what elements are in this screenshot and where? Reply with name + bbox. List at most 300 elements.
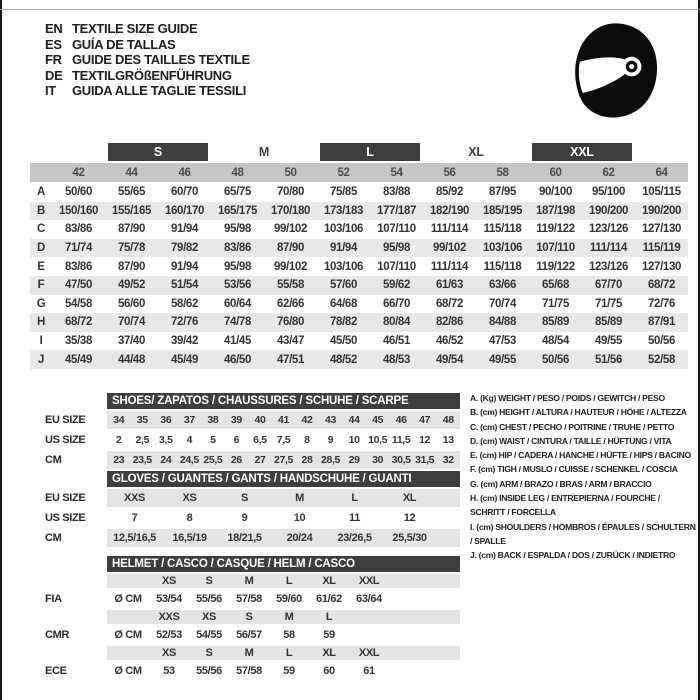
- shoe-size-cell: 24: [154, 450, 178, 470]
- size-value-cell: 49/54: [423, 350, 476, 369]
- size-value-cell: 68/72: [635, 276, 688, 295]
- glove-size-cell: 12,5/16,5: [107, 528, 162, 548]
- size-value-cell: 41/45: [223, 335, 252, 348]
- shoe-size-cell: 7,5: [272, 430, 296, 450]
- glove-size-cell: 18/21,5: [217, 528, 272, 548]
- size-column-header: 44: [105, 163, 158, 183]
- size-value-cell: 46/50: [211, 350, 264, 369]
- shoe-size-cell: 35: [131, 410, 155, 430]
- helmet-size-value: 63/64: [349, 589, 389, 609]
- bar-spacer: [45, 471, 107, 488]
- size-value-cell: 95/98: [223, 260, 252, 273]
- size-group-label: XL: [468, 144, 484, 159]
- size-value-cell: 150/160: [52, 202, 105, 221]
- filler-cell: [389, 661, 460, 681]
- glove-size-cell: 9: [217, 508, 272, 528]
- filler-cell: [437, 488, 460, 508]
- size-value-cell: 111/114: [430, 223, 469, 236]
- shoe-size-cell: 28: [295, 450, 319, 470]
- size-value-cell: 111/114: [582, 239, 635, 258]
- size-column-header: 60: [529, 163, 582, 183]
- helmet-size-value: 57/58: [229, 661, 269, 681]
- size-value-cell: 66/70: [382, 297, 411, 310]
- size-group-label: L: [320, 143, 420, 161]
- shoe-size-cell: 4: [178, 430, 202, 450]
- size-value-cell: 58/62: [170, 297, 199, 310]
- size-value-cell: 111/114: [430, 260, 469, 273]
- size-group-label: XXL: [532, 143, 632, 161]
- size-value-cell: 72/76: [158, 313, 211, 332]
- size-value-cell: 83/86: [64, 223, 93, 236]
- size-value-cell: 47/50: [52, 276, 105, 295]
- size-value-cell: 82/86: [423, 313, 476, 332]
- size-value-cell: 170/180: [264, 202, 317, 221]
- size-value-cell: 190/200: [635, 202, 688, 221]
- row-label-cell: CM: [45, 528, 107, 548]
- size-value-cell: 62/66: [276, 297, 305, 310]
- helmet-size-header: S: [189, 645, 229, 661]
- size-column-header: 64: [635, 163, 688, 183]
- measurement-item: C. (cm) CHEST / PECHO / POITRINE / TRUHE / PETTO: [470, 421, 675, 432]
- language-label: TEXTILGRÖßENFÜHRUNG: [72, 67, 232, 83]
- helmet-size-value: 61: [349, 661, 389, 681]
- size-value-cell: 61/63: [423, 276, 476, 295]
- row-label-cell: US SIZE: [45, 430, 107, 450]
- size-value-cell: 95/100: [591, 186, 626, 199]
- size-value-cell: 107/110: [529, 239, 582, 258]
- language-label: GUÍA DE TALLAS: [72, 36, 176, 52]
- size-value-cell: 115/119: [635, 239, 688, 258]
- shoe-size-cell: 2,5: [131, 430, 155, 450]
- helmet-size-value: [349, 625, 389, 645]
- diameter-header-gap: [107, 573, 149, 589]
- row-letter: A: [37, 186, 45, 199]
- row-letter: H: [30, 313, 52, 332]
- shoe-size-cell: 38: [201, 410, 225, 430]
- size-column-header: 52: [317, 163, 370, 183]
- size-value-cell: 177/187: [370, 202, 423, 221]
- shoe-size-cell: 39: [225, 410, 249, 430]
- size-group-cell-l: [317, 140, 423, 163]
- size-value-cell: 76/80: [264, 313, 317, 332]
- shoe-size-cell: 6: [225, 430, 249, 450]
- glove-size-cell: 23/26,5: [327, 528, 382, 548]
- size-value-cell: 103/106: [323, 223, 364, 236]
- glove-size-cell: 11: [327, 508, 382, 528]
- language-code: IT: [45, 83, 56, 99]
- shoe-size-cell: 30: [366, 450, 390, 470]
- helmet-section: [45, 556, 460, 682]
- bar-spacer: [45, 393, 107, 410]
- size-value-cell: 49/55: [476, 350, 529, 369]
- shoe-size-cell: 24,5: [178, 450, 202, 470]
- diameter-header-gap: [107, 609, 149, 625]
- filler-cell: [389, 645, 460, 661]
- filler-cell: [389, 609, 460, 625]
- size-value-cell: 50/60: [64, 186, 93, 199]
- size-column-header: 50: [264, 163, 317, 183]
- size-value-cell: 173/183: [317, 202, 370, 221]
- size-value-cell: 87/90: [117, 223, 146, 236]
- size-value-cell: 48/54: [541, 335, 570, 348]
- row-label-cell: CM: [45, 450, 107, 470]
- size-value-cell: 60/70: [170, 186, 199, 199]
- shoes-section: [45, 393, 460, 471]
- size-value-cell: 57/60: [317, 276, 370, 295]
- size-value-cell: 87/95: [488, 186, 517, 199]
- size-value-cell: 182/190: [423, 202, 476, 221]
- gloves-size-table: [45, 471, 460, 549]
- size-group-label: M: [258, 144, 270, 159]
- size-value-cell: 63/66: [476, 276, 529, 295]
- size-value-cell: 70/80: [276, 186, 305, 199]
- size-value-cell: 80/84: [370, 313, 423, 332]
- glove-size-cell: XL: [382, 488, 437, 508]
- shoe-size-cell: 28,5: [319, 450, 343, 470]
- gloves-title-bar: GLOVES / GUANTES / GANTS / HANDSCHUHE / GUANTI: [107, 471, 460, 488]
- size-value-cell: 39/42: [170, 335, 199, 348]
- diameter-header-gap: [107, 645, 149, 661]
- glove-size-cell: 25,5/30: [382, 528, 437, 548]
- shoe-size-cell: 8: [295, 430, 319, 450]
- size-value-cell: 87/90: [264, 239, 317, 258]
- size-value-cell: 78/82: [317, 313, 370, 332]
- shoe-size-cell: 47: [413, 410, 437, 430]
- numbers-row-spacer: [30, 163, 52, 183]
- measurement-item: H. (cm) INSIDE LEG / ENTREPIERNA / FOURCHE / SCHRITT / FORCELLA: [470, 493, 660, 518]
- size-column-header: 42: [52, 163, 105, 183]
- helmet-size-header: [349, 609, 389, 625]
- helmet-size-header: XL: [309, 645, 349, 661]
- size-value-cell: 127/130: [641, 223, 682, 236]
- shoes-title-bar: SHOES/ ZAPATOS / CHAUSSURES / SCHUHE / SCARPE: [107, 393, 460, 410]
- helmet-size-header: S: [229, 609, 269, 625]
- size-value-cell: 187/198: [529, 202, 582, 221]
- size-value-cell: 49/55: [594, 335, 623, 348]
- shoe-size-cell: 29: [342, 450, 366, 470]
- size-value-cell: 71/75: [594, 297, 623, 310]
- row-letter: B: [30, 202, 52, 221]
- language-code: EN: [45, 21, 63, 36]
- size-value-cell: 70/74: [105, 313, 158, 332]
- helmet-size-value: 57/58: [229, 589, 269, 609]
- row-letter: C: [37, 223, 45, 236]
- helmet-size-value: 52/53: [149, 625, 189, 645]
- size-value-cell: 84/88: [476, 313, 529, 332]
- shoe-size-cell: 23: [107, 450, 131, 470]
- measurement-item: B. (cm) HEIGHT / ALTURA / HAUTEUR / HÖHE / ALTEZZA: [470, 407, 687, 418]
- size-value-cell: 45/49: [52, 350, 105, 369]
- size-value-cell: 85/92: [435, 186, 464, 199]
- size-value-cell: 91/94: [170, 223, 199, 236]
- shoe-size-cell: 37: [178, 410, 202, 430]
- size-value-cell: 54/58: [64, 297, 93, 310]
- size-value-cell: 119/122: [536, 260, 575, 273]
- size-value-cell: 123/126: [588, 260, 629, 273]
- glove-size-cell: 12: [382, 508, 437, 528]
- language-code: FR: [45, 52, 62, 68]
- size-value-cell: 127/130: [641, 260, 682, 273]
- size-value-cell: 99/102: [273, 223, 308, 236]
- helmet-size-header: L: [269, 645, 309, 661]
- shoe-size-cell: 34: [107, 410, 131, 430]
- shoe-size-cell: 2: [107, 430, 131, 450]
- shoe-size-cell: 45: [366, 410, 390, 430]
- size-group-cell-xl: [423, 140, 529, 163]
- size-value-cell: 185/195: [476, 202, 529, 221]
- shoe-size-cell: 10,5: [366, 430, 390, 450]
- helmet-size-header: XXS: [149, 609, 189, 625]
- diameter-label-cell: Ø CM: [107, 589, 149, 609]
- measurement-item: A. (Kg) WEIGHT / PESO / POIDS / GEWITCH / PESO: [470, 393, 665, 403]
- glove-size-cell: XS: [162, 488, 217, 508]
- size-value-cell: 55/65: [117, 186, 146, 199]
- shoe-size-cell: 40: [248, 410, 272, 430]
- size-value-cell: 91/94: [170, 260, 199, 273]
- size-value-cell: 48/53: [370, 350, 423, 369]
- row-label-cell: US SIZE: [45, 508, 107, 528]
- size-value-cell: 43/47: [276, 335, 305, 348]
- shoe-size-cell: 6,5: [248, 430, 272, 450]
- size-value-cell: 165/175: [211, 202, 264, 221]
- shoe-size-cell: 30,5: [389, 450, 413, 470]
- helmet-size-value: 53/54: [149, 589, 189, 609]
- language-row: [45, 37, 250, 53]
- size-value-cell: 95/98: [370, 239, 423, 258]
- size-value-cell: 87/90: [117, 260, 146, 273]
- size-row-spacer: [45, 573, 107, 589]
- textile-size-table-wrap: [30, 140, 688, 369]
- size-value-cell: 50/56: [529, 350, 582, 369]
- helmet-standard-label: CMR: [45, 625, 107, 645]
- size-value-cell: 107/110: [377, 260, 416, 273]
- glove-size-cell: 10: [272, 508, 327, 528]
- size-value-cell: 74/78: [211, 313, 264, 332]
- helmet-size-value: 55/56: [189, 589, 229, 609]
- filler-cell: [389, 625, 460, 645]
- shoe-size-cell: 23,5: [131, 450, 155, 470]
- size-value-cell: 37/40: [117, 335, 146, 348]
- size-value-cell: 123/126: [588, 223, 629, 236]
- language-label: GUIDE DES TAILLES TEXTILE: [72, 52, 250, 68]
- size-value-cell: 50/56: [647, 335, 676, 348]
- glove-size-cell: 16,5/19: [162, 528, 217, 548]
- language-row: [45, 83, 250, 99]
- row-letter: I: [39, 335, 43, 348]
- size-value-cell: 79/82: [158, 239, 211, 258]
- helmet-size-value: 59/60: [269, 589, 309, 609]
- size-value-cell: 83/86: [64, 260, 93, 273]
- language-label: GUIDA ALLE TAGLIE TESSILI: [72, 83, 247, 99]
- shoe-size-cell: 27,5: [272, 450, 296, 470]
- size-value-cell: 59/62: [370, 276, 423, 295]
- size-value-cell: 115/118: [483, 260, 522, 273]
- size-value-cell: 103/106: [323, 260, 364, 273]
- glove-size-cell: M: [272, 488, 327, 508]
- language-title-list: [45, 21, 250, 99]
- shoe-size-cell: 10: [342, 430, 366, 450]
- size-value-cell: 70/74: [488, 297, 517, 310]
- size-value-cell: 47/51: [264, 350, 317, 369]
- helmet-size-header: L: [269, 573, 309, 589]
- size-value-cell: 51/54: [158, 276, 211, 295]
- measurement-item: I. (cm) SHOULDERS / HOMBROS / ÉPAULES / SCHULTERN / SPALLE: [470, 521, 696, 546]
- row-letter: E: [37, 260, 45, 273]
- size-column-header: 46: [158, 163, 211, 183]
- diameter-label-cell: Ø CM: [107, 625, 149, 645]
- helmet-size-table: [45, 556, 460, 682]
- size-value-cell: 45/49: [158, 350, 211, 369]
- measurement-item: D. (cm) WAIST / CINTURA / TAILLE / HÜFTUNG / VITA: [470, 435, 672, 446]
- helmet-size-header: XS: [149, 645, 189, 661]
- helmet-size-value: 55/56: [189, 661, 229, 681]
- size-value-cell: 52/58: [635, 350, 688, 369]
- size-group-cell-xxl: [529, 140, 635, 163]
- helmet-standard-label: ECE: [45, 661, 107, 681]
- size-value-cell: 87/91: [635, 313, 688, 332]
- size-column-header: 56: [423, 163, 476, 183]
- helmet-size-header: XS: [189, 609, 229, 625]
- filler-cell: [389, 589, 460, 609]
- size-value-cell: 160/170: [158, 202, 211, 221]
- shoes-size-table: [45, 393, 460, 471]
- shoe-size-cell: 27: [248, 450, 272, 470]
- helmet-size-value: 59: [269, 661, 309, 681]
- language-code: ES: [45, 36, 62, 52]
- gloves-section: [45, 471, 460, 549]
- helmet-size-value: 58: [269, 625, 309, 645]
- size-column-header: 62: [582, 163, 635, 183]
- shoe-size-cell: 31,5: [413, 450, 437, 470]
- size-value-cell: 56/60: [117, 297, 146, 310]
- size-value-cell: 190/200: [582, 202, 635, 221]
- glove-size-cell: 20/24: [272, 528, 327, 548]
- row-label-cell: EU SIZE: [45, 488, 107, 508]
- helmet-size-header: L: [309, 609, 349, 625]
- size-value-cell: 99/102: [273, 260, 308, 273]
- helmet-size-value: 61/62: [309, 589, 349, 609]
- shoe-size-cell: 12: [413, 430, 437, 450]
- size-value-cell: 103/106: [476, 239, 529, 258]
- size-value-cell: 64/68: [329, 297, 358, 310]
- bar-spacer: [45, 556, 107, 573]
- shoe-size-cell: 26: [225, 450, 249, 470]
- language-label: TEXTILE SIZE GUIDE: [72, 21, 198, 36]
- measurement-item: J. (cm) BACK / ESPALDA / DOS / ZURÜCK / INDIETRO: [470, 550, 676, 561]
- size-value-cell: 48/52: [317, 350, 370, 369]
- diameter-label-cell: Ø CM: [107, 661, 149, 681]
- size-value-cell: 75/85: [329, 186, 358, 199]
- helmet-size-header: M: [229, 645, 269, 661]
- row-letter: F: [30, 276, 52, 295]
- helmet-size-header: XXL: [349, 573, 389, 589]
- size-value-cell: 46/51: [382, 335, 411, 348]
- photo-top-edge-line: [0, 9, 700, 10]
- header-spacer: [635, 140, 688, 163]
- helmet-size-value: 54/55: [189, 625, 229, 645]
- size-value-cell: 155/165: [105, 202, 158, 221]
- filler-cell: [437, 508, 460, 528]
- size-column-header: 54: [370, 163, 423, 183]
- size-column-header: 48: [211, 163, 264, 183]
- glove-size-cell: XXS: [107, 488, 162, 508]
- shoe-size-cell: 36: [154, 410, 178, 430]
- measurement-item: F. (cm) TIGH / MUSLO / CUISSE / SCHENKEL / COSCIA: [470, 464, 678, 475]
- helmet-size-header: M: [269, 609, 309, 625]
- size-value-cell: 44/48: [105, 350, 158, 369]
- helmet-size-header: XXL: [349, 645, 389, 661]
- helmet-size-header: M: [229, 573, 269, 589]
- helmet-size-header: XL: [309, 573, 349, 589]
- size-value-cell: 95/98: [223, 223, 252, 236]
- helmet-standard-label: FIA: [45, 589, 107, 609]
- shoe-size-cell: 46: [389, 410, 413, 430]
- photo-left-edge-line: [0, 0, 2, 700]
- helmet-size-value: 60: [309, 661, 349, 681]
- size-value-cell: 60/64: [223, 297, 252, 310]
- shoe-size-cell: 42: [295, 410, 319, 430]
- size-group-cell-m: [211, 140, 317, 163]
- textile-size-table: [30, 140, 688, 369]
- size-value-cell: 71/75: [541, 297, 570, 310]
- row-letter: J: [30, 350, 52, 369]
- size-value-cell: 45/50: [329, 335, 358, 348]
- size-value-cell: 105/115: [642, 186, 681, 199]
- size-value-cell: 35/38: [64, 335, 93, 348]
- size-value-cell: 47/53: [488, 335, 517, 348]
- size-value-cell: 90/100: [538, 186, 573, 199]
- row-letter: D: [30, 239, 52, 258]
- helmet-size-value: 59: [309, 625, 349, 645]
- filler-cell: [389, 573, 460, 589]
- helmet-title-bar: HELMET / CASCO / CASQUE / HELM / CASCO: [107, 556, 460, 573]
- size-value-cell: 67/70: [582, 276, 635, 295]
- shoe-size-cell: 44: [342, 410, 366, 430]
- shoe-size-cell: 13: [436, 430, 460, 450]
- helmet-size-header: XS: [149, 573, 189, 589]
- glove-size-cell: S: [217, 488, 272, 508]
- shoe-size-cell: 41: [272, 410, 296, 430]
- size-row-spacer: [45, 645, 107, 661]
- size-value-cell: 99/102: [423, 239, 476, 258]
- size-value-cell: 51/56: [582, 350, 635, 369]
- helmet-size-value: 53: [149, 661, 189, 681]
- helmet-size-header: S: [189, 573, 229, 589]
- shoe-size-cell: 25,5: [201, 450, 225, 470]
- size-value-cell: 72/76: [647, 297, 676, 310]
- row-letter: G: [36, 297, 46, 310]
- shoe-size-cell: 32: [436, 450, 460, 470]
- size-value-cell: 91/94: [317, 239, 370, 258]
- size-value-cell: 55/58: [264, 276, 317, 295]
- shoe-size-cell: 48: [436, 410, 460, 430]
- shoe-size-cell: 43: [319, 410, 343, 430]
- glove-size-cell: 7: [107, 508, 162, 528]
- row-label-cell: EU SIZE: [45, 410, 107, 430]
- racing-helmet-icon: [570, 20, 660, 121]
- header-spacer: [30, 140, 105, 163]
- size-value-cell: 115/118: [483, 223, 522, 236]
- helmet-size-value: 56/57: [229, 625, 269, 645]
- size-group-cell-s: [105, 140, 211, 163]
- size-value-cell: 83/86: [211, 239, 264, 258]
- size-value-cell: 85/89: [582, 313, 635, 332]
- size-value-cell: 46/52: [435, 335, 464, 348]
- language-row: [45, 21, 250, 37]
- shoe-size-cell: 3,5: [154, 430, 178, 450]
- language-code: DE: [45, 67, 63, 83]
- shoe-size-cell: 11,5: [389, 430, 413, 450]
